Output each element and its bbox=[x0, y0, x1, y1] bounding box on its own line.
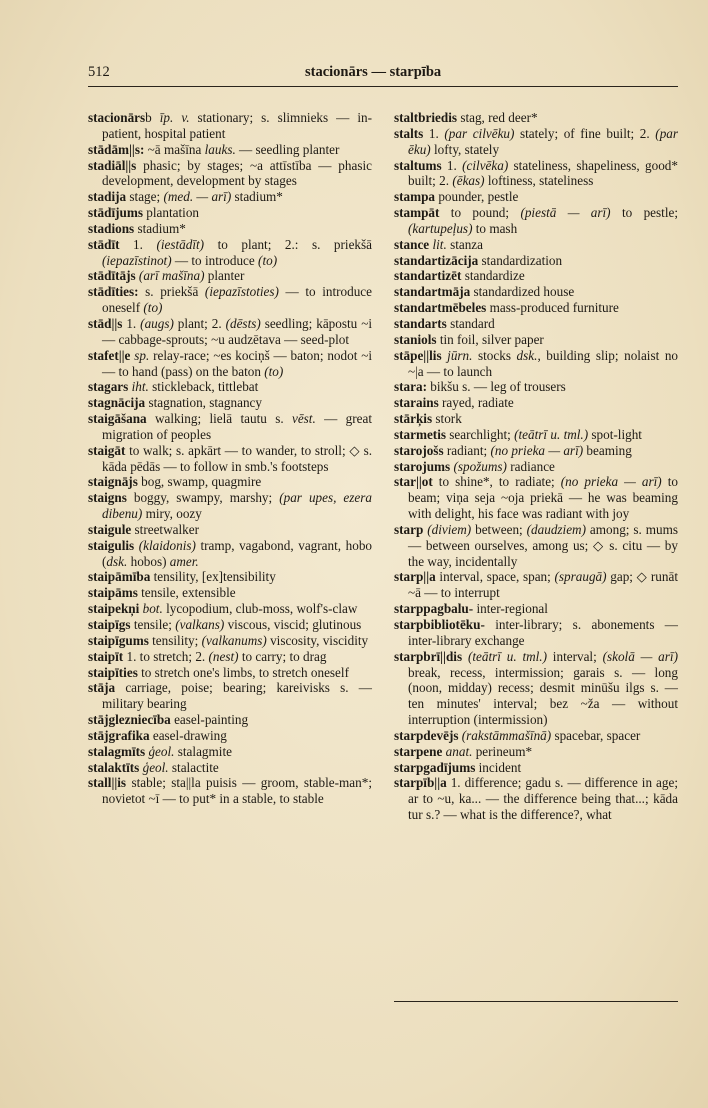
dictionary-entry bbox=[394, 522, 678, 570]
definition-text: relay-race; ~es kociņš — baton; nodot ~i — to hand (pass) on the baton bbox=[102, 347, 373, 379]
dictionary-entry bbox=[394, 110, 678, 126]
headword: standarts bbox=[394, 315, 447, 331]
dictionary-entry bbox=[88, 522, 372, 538]
headword: staipāms bbox=[88, 585, 138, 601]
definition-text: walking; lielā tautu s. bbox=[146, 411, 292, 427]
definition-text: among; s. mums — between ourselves, among us; ◇ s. citu — by the way, incidentally bbox=[408, 521, 678, 569]
dictionary-entry bbox=[394, 348, 678, 380]
headword: staipīgs bbox=[88, 617, 131, 632]
dictionary-entry bbox=[394, 459, 678, 475]
dictionary-entry bbox=[88, 569, 372, 585]
headword: stājglezniecība bbox=[88, 712, 171, 728]
italic-label: sp. bbox=[134, 347, 150, 363]
page-header bbox=[88, 62, 678, 84]
headword: stacionārs bbox=[88, 110, 146, 125]
dictionary-entry bbox=[394, 760, 678, 776]
definition-text: rayed, radiate bbox=[438, 395, 514, 411]
italic-label: (augs) bbox=[140, 315, 174, 331]
italic-label: (teātrī u. tml.) bbox=[514, 426, 589, 442]
italic-label: (par cilvēku) bbox=[444, 125, 515, 141]
headword: stampa bbox=[394, 189, 436, 205]
italic-label: (med. — arī) bbox=[163, 189, 232, 205]
italic-label: (diviem) bbox=[427, 521, 472, 537]
italic-label: (kartupeļus) bbox=[408, 220, 473, 236]
definition-text: stately; of fine built; 2. bbox=[514, 125, 656, 141]
definition-text: s. priekšā bbox=[138, 284, 205, 300]
definition-text: interval, space, span; bbox=[435, 569, 555, 585]
headword: stara: bbox=[394, 379, 427, 395]
headword: starojošs bbox=[394, 442, 444, 458]
definition-text: — to introduce bbox=[171, 252, 259, 268]
dictionary-entry bbox=[394, 253, 678, 269]
italic-label: (no prieka — arī) bbox=[560, 474, 662, 490]
definition-text: plant; 2. bbox=[173, 315, 226, 331]
italic-label: (teātrī u. tml.) bbox=[467, 648, 547, 664]
definition-text: tensility, [ex]tensibility bbox=[150, 569, 276, 585]
definition-text: searchlight; bbox=[446, 426, 515, 442]
definition-text: to plant; 2.: s. priekšā bbox=[204, 236, 372, 252]
definition-text: pounder, pestle bbox=[435, 189, 519, 205]
dictionary-entry bbox=[88, 284, 372, 316]
headword: starpene bbox=[394, 743, 443, 759]
definition-text: inter-regional bbox=[473, 601, 548, 617]
dictionary-entry bbox=[394, 411, 678, 427]
dictionary-entry bbox=[88, 221, 372, 237]
definition-text: standardization bbox=[478, 252, 563, 268]
dictionary-entry bbox=[394, 728, 678, 744]
dictionary-entry bbox=[88, 316, 372, 348]
headword: standartizēt bbox=[394, 268, 462, 284]
headword: stadiāl||s bbox=[88, 157, 137, 173]
definition-text: lofty, stately bbox=[430, 141, 500, 157]
definition-text: , building slip; nolaist no ~|a — to launch bbox=[408, 347, 679, 379]
italic-label: (nest) bbox=[208, 648, 239, 664]
headword: standartmēbeles bbox=[394, 300, 487, 316]
headword: stāpe||lis bbox=[394, 347, 442, 363]
dictionary-entry bbox=[88, 443, 372, 475]
italic-label: (spožums) bbox=[453, 458, 507, 474]
headword: standartizācija bbox=[394, 252, 479, 268]
italic-label: (piestā — arī) bbox=[520, 205, 611, 221]
italic-label: bot. bbox=[142, 601, 163, 617]
definition-text: — seedling planter bbox=[235, 141, 340, 157]
dictionary-entry bbox=[88, 490, 372, 522]
dictionary-entry bbox=[88, 538, 372, 570]
italic-label: (no prieka — arī) bbox=[490, 442, 584, 458]
headword: stalagmīts bbox=[88, 743, 146, 759]
bottom-rule bbox=[394, 1001, 678, 1002]
italic-label: dsk. bbox=[106, 553, 128, 569]
headword: stampāt bbox=[394, 205, 440, 221]
dictionary-entry bbox=[394, 316, 678, 332]
dictionary-entry bbox=[394, 379, 678, 395]
headword: stalts bbox=[394, 125, 424, 141]
definition-text: seedling; kāpostu ~i — cabbage-sprouts; ~u audzētava — seed-plot bbox=[102, 315, 372, 347]
dictionary-entry bbox=[394, 158, 678, 190]
headword: starpdevējs bbox=[394, 727, 459, 743]
dictionary-entry bbox=[394, 284, 678, 300]
headword: staltums bbox=[394, 157, 442, 173]
definition-text: tin foil, silver paper bbox=[436, 331, 544, 347]
headword: staigulis bbox=[88, 537, 135, 553]
headword: staipīgums bbox=[88, 632, 149, 648]
headword: starppagbalu- bbox=[394, 601, 474, 617]
definition-text: stocks bbox=[472, 347, 517, 363]
headword: star||ot bbox=[394, 474, 433, 490]
definition-text: standardize bbox=[461, 268, 525, 284]
headword: staltbriedis bbox=[394, 110, 458, 125]
definition-text: standardized house bbox=[470, 284, 575, 300]
italic-label: amer. bbox=[169, 553, 199, 569]
definition-text: spacebar, spacer bbox=[551, 727, 641, 743]
headword: stāja bbox=[88, 680, 116, 696]
definition-text: perineum* bbox=[472, 743, 533, 759]
headword: stafet||e bbox=[88, 347, 131, 363]
italic-label: (klaidonis) bbox=[138, 537, 196, 553]
dictionary-entry bbox=[88, 142, 372, 158]
dictionary-entry bbox=[88, 189, 372, 205]
definition-text: 1. bbox=[441, 157, 463, 173]
italic-label: ģeol. bbox=[142, 759, 169, 775]
dictionary-entry bbox=[394, 569, 678, 601]
definition-text: interval; bbox=[546, 648, 603, 664]
italic-label: anat. bbox=[445, 743, 473, 759]
running-head: stacionārs — starpība bbox=[305, 64, 442, 80]
dictionary-entry bbox=[88, 268, 372, 284]
italic-label: dsk. bbox=[516, 347, 538, 363]
definition-text: to pound; bbox=[439, 205, 521, 221]
dictionary-entry bbox=[394, 427, 678, 443]
italic-label: (arī mašīna) bbox=[138, 268, 205, 284]
definition-text: standard bbox=[446, 315, 495, 331]
headword: starpbrī||dis bbox=[394, 648, 463, 664]
italic-label: (dēsts) bbox=[225, 315, 261, 331]
dictionary-entry bbox=[394, 474, 678, 522]
definition-text: to shine*, to radiate; bbox=[432, 474, 561, 490]
definition-text: stationary; s. slimnieks — in-patient, hospital patient bbox=[102, 110, 372, 141]
headword: staigns bbox=[88, 490, 127, 506]
headword: staigāšana bbox=[88, 411, 147, 427]
headword: starpgadījums bbox=[394, 759, 476, 775]
dictionary-entry bbox=[394, 395, 678, 411]
italic-label: iht. bbox=[131, 379, 149, 395]
dictionary-entry bbox=[394, 443, 678, 459]
dictionary-entry bbox=[394, 268, 678, 284]
italic-label: (iepazīstinot) bbox=[102, 252, 172, 268]
headword: stādīties: bbox=[88, 284, 139, 300]
italic-label: lit. bbox=[432, 236, 447, 252]
dictionary-entry bbox=[394, 601, 678, 617]
dictionary-entry bbox=[394, 300, 678, 316]
italic-label: īp. v. bbox=[159, 110, 190, 125]
italic-label: (skolā — arī) bbox=[602, 648, 678, 664]
headword: starpīb||a bbox=[394, 775, 447, 791]
definition-text: stickleback, tittlebat bbox=[148, 379, 259, 395]
definition-text: easel-drawing bbox=[149, 727, 227, 743]
definition-text: phasic; by stages; ~a attīstība — phasic development, development by stages bbox=[102, 157, 372, 189]
definition-text: 1. bbox=[122, 315, 141, 331]
italic-label: (cilvēka) bbox=[462, 157, 509, 173]
definition-text: mass-produced furniture bbox=[486, 300, 619, 316]
definition-text: radiance bbox=[506, 458, 555, 474]
definition-text: streetwalker bbox=[131, 521, 199, 537]
definition-text: tensility; bbox=[148, 632, 202, 648]
dictionary-entry bbox=[88, 728, 372, 744]
italic-label: jūrn. bbox=[447, 347, 473, 363]
dictionary-entry bbox=[88, 633, 372, 649]
definition-text: stadium* bbox=[231, 189, 283, 205]
italic-label: ģeol. bbox=[148, 743, 175, 759]
definition-text: planter bbox=[204, 268, 245, 284]
dictionary-entry bbox=[88, 411, 372, 443]
dictionary-entry bbox=[394, 332, 678, 348]
definition-text: hobos) bbox=[127, 553, 170, 569]
dictionary-entry bbox=[88, 348, 372, 380]
headword: stād||s bbox=[88, 315, 123, 331]
definition-text: inter-library; s. abonements — inter-library exchange bbox=[408, 617, 678, 648]
dictionary-entry bbox=[394, 649, 678, 728]
page-number: 512 bbox=[88, 64, 110, 80]
definition-text: to pestle; bbox=[610, 205, 678, 221]
definition-text: to carry; to drag bbox=[238, 648, 327, 664]
left-column bbox=[88, 110, 372, 807]
italic-label: lauks. bbox=[204, 141, 236, 157]
italic-label: vēst. bbox=[291, 411, 316, 427]
headword: staigule bbox=[88, 521, 132, 537]
dictionary-entry bbox=[88, 379, 372, 395]
definition-text: to beam; viņa seja ~oja priekā — he was beaming with delight, his face was radiant with joy bbox=[408, 474, 679, 522]
dictionary-entry bbox=[394, 744, 678, 760]
headword: stall||is bbox=[88, 775, 127, 791]
dictionary-entry bbox=[394, 617, 678, 649]
italic-label: (ēkas) bbox=[452, 173, 485, 189]
headword: stagnācija bbox=[88, 395, 146, 411]
definition-text: gap; ◇ runāt ~ā — to interrupt bbox=[408, 569, 678, 601]
italic-label: (rakstāmmašīnā) bbox=[461, 727, 552, 743]
definition-text: loftiness, stateliness bbox=[484, 173, 594, 189]
italic-label: (daudziem) bbox=[526, 521, 586, 537]
headword: staniols bbox=[394, 331, 437, 347]
definition-text: to mash bbox=[472, 220, 518, 236]
definition-text: incident bbox=[475, 759, 522, 775]
definition-text: to walk; s. apkārt — to wander, to stroll; ◇ s. kāda pēdās — to follow in smb.'s footsteps bbox=[102, 442, 372, 474]
headword: starp||a bbox=[394, 569, 436, 585]
dictionary-entry bbox=[394, 189, 678, 205]
dictionary-entry bbox=[394, 237, 678, 253]
definition-text: miry, oozy bbox=[142, 506, 202, 522]
headword: stadija bbox=[88, 189, 127, 205]
definition-text: stable; sta||la puisis — groom, stable-man*; novietot ~ī — to put* in a stable, to stable bbox=[102, 775, 372, 807]
dictionary-entry bbox=[88, 237, 372, 269]
headword: staipekņi bbox=[88, 601, 140, 617]
dictionary-entry bbox=[88, 649, 372, 665]
italic-label: (valkanums) bbox=[201, 632, 267, 648]
definition-text: stateliness, shapeliness, good* built; 2. bbox=[408, 157, 678, 189]
dictionary-entry bbox=[88, 665, 372, 681]
italic-label: (valkans) bbox=[175, 617, 225, 632]
headword: stalaktīts bbox=[88, 759, 140, 775]
definition-text: bog, swamp, quagmire bbox=[137, 474, 262, 490]
definition-text: break, recess, intermission; garais s. — long (noon, midday) recess; desmit minūšu ilgs s. — ten minutes' interval; bez ~ža — without interruption (intermission) bbox=[408, 664, 678, 728]
dictionary-entry bbox=[394, 126, 678, 158]
dictionary-entry bbox=[394, 205, 678, 237]
headword: staipīties bbox=[88, 664, 138, 680]
definition-text: stadium* bbox=[134, 220, 186, 236]
dictionary-entry bbox=[88, 585, 372, 601]
definition-text: — to introduce oneself bbox=[102, 284, 373, 316]
definition-text: tramp, vagabond, vagrant, hobo ( bbox=[102, 537, 373, 569]
definition-text: viscous, viscid; glutinous bbox=[224, 617, 362, 632]
definition-text: carriage, poise; bearing; kareivisks s. — military bearing bbox=[102, 680, 372, 712]
definition-text: stork bbox=[432, 411, 462, 427]
dictionary-entry bbox=[88, 158, 372, 190]
definition-text: radiant; bbox=[443, 442, 491, 458]
italic-label: (iepazīstoties) bbox=[204, 284, 279, 300]
definition-text: to stretch one's limbs, to stretch oneself bbox=[137, 664, 349, 680]
headword: stance bbox=[394, 236, 430, 252]
dictionary-entry bbox=[88, 775, 372, 807]
header-rule bbox=[88, 86, 678, 87]
dictionary-entry bbox=[88, 395, 372, 411]
dictionary-entry bbox=[88, 205, 372, 221]
italic-label: (iestādīt) bbox=[156, 236, 205, 252]
dictionary-entry bbox=[88, 474, 372, 490]
definition-text: stagnation, stagnancy bbox=[145, 395, 262, 411]
definition-text: bikšu s. — leg of trousers bbox=[426, 379, 566, 395]
dictionary-entry bbox=[88, 760, 372, 776]
headword: stādītājs bbox=[88, 268, 136, 284]
definition-text: 1. difference; gadu s. — difference in age; ar to ~u, ka... — the difference being that...; kāda tur s.? — what is the difference?, what bbox=[408, 775, 678, 823]
definition-text: stage; bbox=[126, 189, 164, 205]
definition-text: plantation bbox=[142, 205, 200, 221]
definition-text: stalagmite bbox=[174, 743, 232, 759]
definition-text: 1. bbox=[119, 236, 157, 252]
headword: starojums bbox=[394, 458, 451, 474]
dictionary-entry bbox=[394, 775, 678, 823]
dictionary-entry bbox=[88, 680, 372, 712]
definition-text: tensile, extensible bbox=[137, 585, 236, 601]
italic-label: (to) bbox=[143, 300, 163, 316]
headword: starp bbox=[394, 521, 424, 537]
dictionary-entry bbox=[88, 744, 372, 760]
headword: starains bbox=[394, 395, 439, 411]
definition-text: easel-painting bbox=[170, 712, 249, 728]
headword: staipāmība bbox=[88, 569, 151, 585]
italic-label: (to) bbox=[264, 363, 284, 379]
right-column bbox=[394, 110, 678, 823]
definition-text: 1. bbox=[423, 125, 445, 141]
headword: starmetis bbox=[394, 426, 446, 442]
definition-text: spot-light bbox=[588, 426, 642, 442]
definition-text: 1. to stretch; 2. bbox=[123, 648, 209, 664]
dictionary-entry bbox=[88, 601, 372, 617]
definition-text: viscosity, viscidity bbox=[266, 632, 369, 648]
definition-text: stag, red deer* bbox=[457, 110, 538, 125]
italic-label: (par ēku) bbox=[408, 125, 679, 157]
headword: stārķis bbox=[394, 411, 433, 427]
headword: stagars bbox=[88, 379, 129, 395]
dictionary-entry bbox=[88, 712, 372, 728]
headword: stadions bbox=[88, 220, 135, 236]
headword: stājgrafika bbox=[88, 727, 150, 743]
definition-text: tensile; bbox=[130, 617, 176, 632]
definition-text: stalactite bbox=[168, 759, 219, 775]
definition-text: ~ā mašīna bbox=[144, 141, 205, 157]
definition-text: b bbox=[145, 110, 160, 125]
headword: standartmāja bbox=[394, 284, 471, 300]
definition-text: beaming bbox=[583, 442, 632, 458]
headword: stādījums bbox=[88, 205, 143, 221]
headword: staipīt bbox=[88, 648, 124, 664]
dictionary-entry bbox=[88, 110, 372, 142]
italic-label: (to) bbox=[258, 252, 278, 268]
headword: staigāt bbox=[88, 442, 126, 458]
headword: stādīt bbox=[88, 236, 120, 252]
italic-label: (par upes, ezera dibenu) bbox=[102, 490, 373, 522]
definition-text: boggy, swampy, marshy; bbox=[126, 490, 280, 506]
headword: stādām||s: bbox=[88, 141, 145, 157]
definition-text: between; bbox=[471, 521, 527, 537]
italic-label: (spraugā) bbox=[554, 569, 607, 585]
definition-text: stanza bbox=[446, 236, 484, 252]
definition-text: lycopodium, club-moss, wolf's-claw bbox=[162, 601, 358, 617]
dictionary-entry bbox=[88, 617, 372, 633]
headword: starpbibliotēku- bbox=[394, 617, 485, 632]
headword: staignājs bbox=[88, 474, 138, 490]
definition-text: — great migration of peoples bbox=[102, 411, 372, 442]
